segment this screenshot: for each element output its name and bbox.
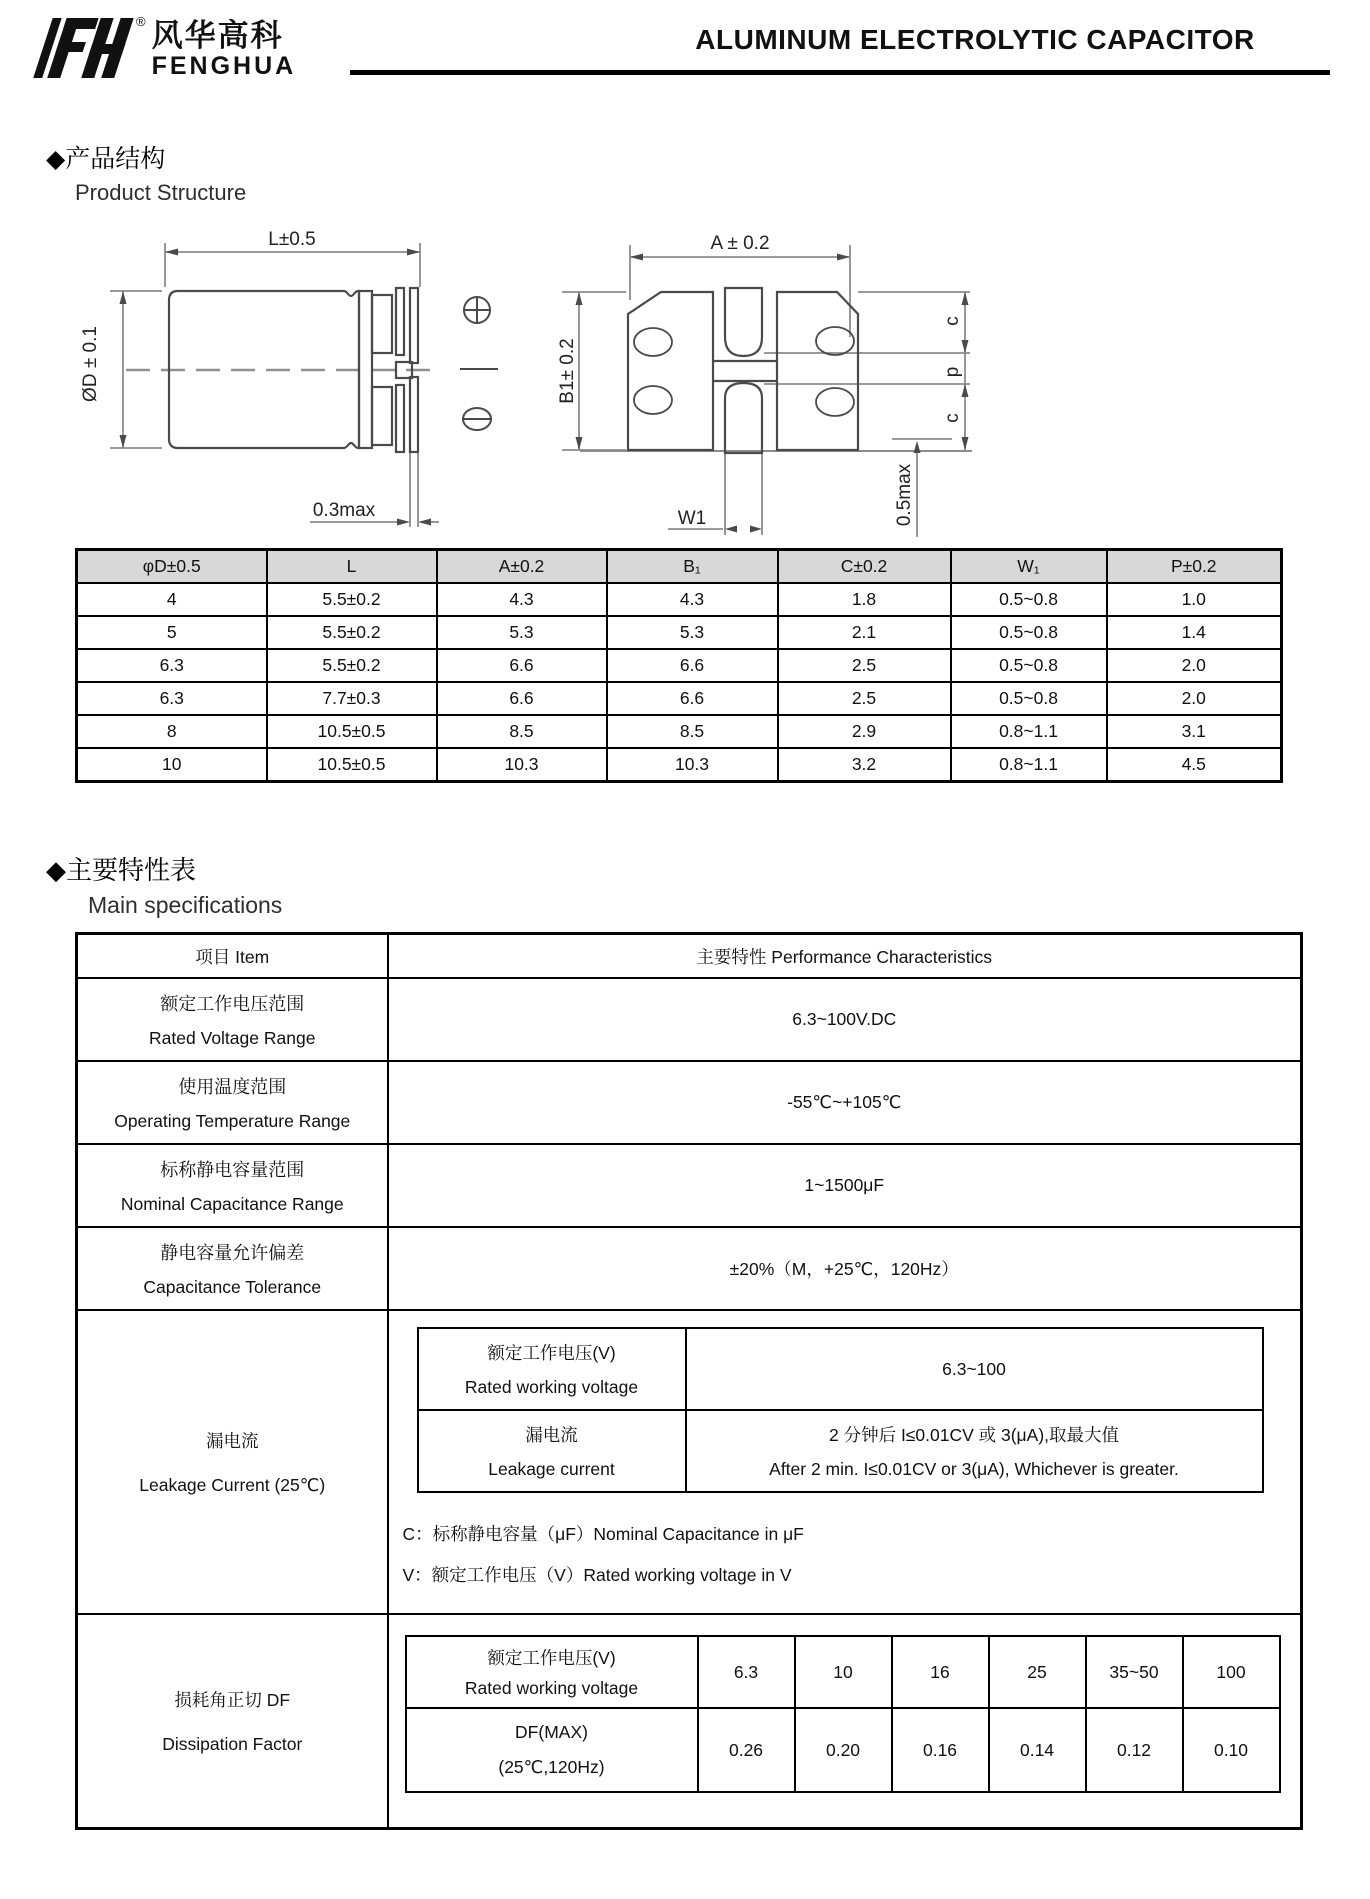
inner-label-en: Rated working voltage <box>464 1376 639 1397</box>
inner-label-en: Leakage current <box>488 1458 615 1479</box>
table-cell: 5.5±0.2 <box>267 583 437 616</box>
table-cell: 2.0 <box>1107 649 1282 682</box>
row-label-en: Dissipation Factor <box>162 1734 303 1754</box>
df-inner-table <box>405 1635 1281 1793</box>
table-row <box>418 1328 1263 1410</box>
column-header: P±0.2 <box>1107 550 1282 584</box>
main-spec-table <box>75 932 1303 1830</box>
table-row <box>406 1708 1280 1792</box>
table-cell: 2.9 <box>778 715 951 748</box>
column-header: A±0.2 <box>437 550 607 584</box>
column-header: W₁ <box>951 550 1107 584</box>
column-header-item: 项目 Item <box>77 934 388 979</box>
table-cell: 6.3 <box>77 682 267 715</box>
inner-label-en: Rated working voltage <box>464 1678 639 1698</box>
leakage-note-c: C：标称静电容量（μF）Nominal Capacitance in μF <box>402 1524 804 1544</box>
table-cell: 8 <box>77 715 267 748</box>
table-cell: 2.0 <box>1107 682 1282 715</box>
capacitor-bottom-view-drawing <box>440 195 990 545</box>
polarity-plus-icon <box>463 296 491 324</box>
polarity-minus-icon <box>462 408 492 430</box>
row-label-cn: 标称静电容量范围 <box>160 1160 305 1181</box>
table-cell: 0.8~1.1 <box>951 748 1107 782</box>
header-rule <box>350 70 1330 75</box>
table-cell: 2.5 <box>778 682 951 715</box>
column-header: C±0.2 <box>778 550 951 584</box>
dim-label-lead-thickness: 0.3max <box>312 500 376 521</box>
inner-value-cn: 2 分钟后 I≤0.01CV 或 3(μA),取最大值 <box>828 1425 1120 1446</box>
spec-row-capacitance <box>77 1144 1302 1227</box>
dim-label-b1: B1± 0.2 <box>557 338 578 404</box>
spec-row-temperature <box>77 1061 1302 1144</box>
row-label-en: Nominal Capacitance Range <box>120 1193 344 1214</box>
fenghua-logo-icon <box>30 12 134 82</box>
section-main-specs-cn: ◆主要特性表 <box>46 855 196 885</box>
inner-label-line1: DF(MAX) <box>515 1722 588 1743</box>
df-value: 0.10 <box>1183 1708 1280 1792</box>
table-cell: 6.6 <box>607 649 778 682</box>
table-cell: 0.5~0.8 <box>951 616 1107 649</box>
section-product-structure-en: Product Structure <box>75 180 247 205</box>
column-header: φD±0.5 <box>77 550 267 584</box>
df-value: 0.14 <box>989 1708 1086 1792</box>
spec-value: ±20%（M，+25℃，120Hz） <box>388 1227 1302 1310</box>
row-label-cn: 静电容量允许偏差 <box>160 1243 305 1264</box>
spec-row-tolerance <box>77 1227 1302 1310</box>
brand-name-english: FENGHUA <box>151 52 297 80</box>
dim-label-c-bottom: c <box>942 413 963 423</box>
dimension-table-header-row <box>77 550 1282 584</box>
dim-label-p: p <box>942 366 963 378</box>
section-main-specs-en: Main specifications <box>88 892 283 918</box>
table-row <box>406 1636 1280 1708</box>
dim-label-diameter: ØD ± 0.1 <box>80 326 101 402</box>
brand-logo <box>30 12 296 82</box>
dim-label-a: A ± 0.2 <box>710 233 770 254</box>
leakage-inner-table <box>417 1327 1264 1493</box>
row-label-en: Capacitance Tolerance <box>143 1276 322 1297</box>
df-value: 0.20 <box>795 1708 892 1792</box>
table-cell: 6.6 <box>437 649 607 682</box>
table-cell: 4.5 <box>1107 748 1282 782</box>
table-cell: 10.3 <box>437 748 607 782</box>
spec-row-rated-voltage <box>77 978 1302 1061</box>
df-voltage: 25 <box>989 1636 1086 1708</box>
table-row <box>77 649 1282 682</box>
leakage-note-v: V：额定工作电压（V）Rated working voltage in V <box>402 1565 792 1585</box>
row-label-cn: 使用温度范围 <box>178 1077 287 1098</box>
table-cell: 10.3 <box>607 748 778 782</box>
page-title: ALUMINUM ELECTROLYTIC CAPACITOR <box>695 24 1255 55</box>
row-label-cn: 额定工作电压范围 <box>160 994 305 1015</box>
inner-label-cn: 额定工作电压(V) <box>487 1343 616 1364</box>
table-cell: 10 <box>77 748 267 782</box>
table-cell: 5.3 <box>437 616 607 649</box>
inner-label-line2: (25℃,120Hz) <box>498 1756 605 1777</box>
table-cell: 2.1 <box>778 616 951 649</box>
inner-value: 6.3~100 <box>686 1328 1263 1410</box>
table-cell: 4.3 <box>607 583 778 616</box>
column-header: B₁ <box>607 550 778 584</box>
row-label-en: Rated Voltage Range <box>149 1027 316 1048</box>
table-cell: 0.5~0.8 <box>951 583 1107 616</box>
brand-name-chinese: 风华高科 <box>151 18 284 53</box>
table-cell: 6.3 <box>77 649 267 682</box>
row-label-en: Operating Temperature Range <box>114 1110 351 1131</box>
table-cell: 4.3 <box>437 583 607 616</box>
table-row <box>77 715 1282 748</box>
df-voltage: 35~50 <box>1086 1636 1183 1708</box>
dim-label-standoff: 0.5max <box>894 463 915 527</box>
df-value: 0.26 <box>698 1708 795 1792</box>
spec-value: 1~1500μF <box>388 1144 1302 1227</box>
table-cell: 10.5±0.5 <box>267 748 437 782</box>
table-cell: 1.8 <box>778 583 951 616</box>
table-cell: 4 <box>77 583 267 616</box>
table-cell: 5 <box>77 616 267 649</box>
table-cell: 5.5±0.2 <box>267 649 437 682</box>
table-cell: 5.3 <box>607 616 778 649</box>
spec-value: -55℃~+105℃ <box>388 1061 1302 1144</box>
table-cell: 5.5±0.2 <box>267 616 437 649</box>
spec-table-header-row <box>77 934 1302 979</box>
table-cell: 3.1 <box>1107 715 1282 748</box>
inner-label-cn: 漏电流 <box>525 1425 578 1446</box>
table-row <box>77 748 1282 782</box>
table-cell: 7.7±0.3 <box>267 682 437 715</box>
spec-row-dissipation-factor <box>77 1614 1302 1829</box>
spec-value: 6.3~100V.DC <box>388 978 1302 1061</box>
df-voltage: 16 <box>892 1636 989 1708</box>
table-cell: 1.4 <box>1107 616 1282 649</box>
table-cell: 0.5~0.8 <box>951 682 1107 715</box>
inner-label-cn: 额定工作电压(V) <box>487 1648 616 1668</box>
table-cell: 8.5 <box>437 715 607 748</box>
capacitor-side-view-drawing <box>60 195 440 545</box>
table-cell: 2.5 <box>778 649 951 682</box>
table-row <box>77 583 1282 616</box>
table-row <box>418 1410 1263 1492</box>
registered-trademark: ® <box>136 14 146 29</box>
df-voltage: 6.3 <box>698 1636 795 1708</box>
table-cell: 0.8~1.1 <box>951 715 1107 748</box>
column-header-performance: 主要特性 Performance Characteristics <box>388 934 1302 979</box>
row-label-cn: 损耗角正切 DF <box>174 1690 291 1710</box>
dim-label-w1: W1 <box>677 508 707 529</box>
inner-value-en: After 2 min. I≤0.01CV or 3(μA), Whichever is greater. <box>769 1458 1179 1479</box>
section-product-structure-cn: ◆产品结构 <box>46 145 166 173</box>
df-value: 0.12 <box>1086 1708 1183 1792</box>
row-label-cn: 漏电流 <box>206 1431 259 1451</box>
table-row <box>77 682 1282 715</box>
table-cell: 3.2 <box>778 748 951 782</box>
table-cell: 8.5 <box>607 715 778 748</box>
table-cell: 6.6 <box>607 682 778 715</box>
dim-label-c-top: c <box>942 316 963 326</box>
table-cell: 10.5±0.5 <box>267 715 437 748</box>
table-cell: 6.6 <box>437 682 607 715</box>
spec-row-leakage <box>77 1310 1302 1614</box>
table-row <box>77 616 1282 649</box>
table-cell: 0.5~0.8 <box>951 649 1107 682</box>
df-voltage: 10 <box>795 1636 892 1708</box>
dim-label-length: L±0.5 <box>268 229 316 250</box>
df-voltage: 100 <box>1183 1636 1280 1708</box>
row-label-en: Leakage Current (25℃) <box>139 1475 326 1495</box>
dimension-table <box>75 548 1283 783</box>
table-cell: 1.0 <box>1107 583 1282 616</box>
column-header: L <box>267 550 437 584</box>
df-value: 0.16 <box>892 1708 989 1792</box>
